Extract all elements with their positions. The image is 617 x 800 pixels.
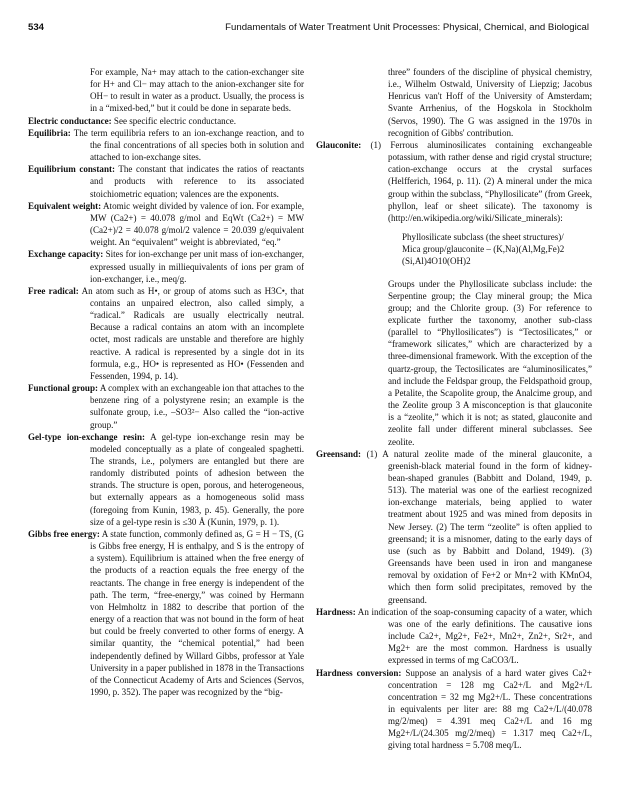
continued-paragraph: For example, Na+ may attach to the cation-exchanger site for H+ and Cl− may attach to the anion-exchanger site for OH− to result in water as a product. Usually, the process is in a “mixed-bed,” but it could be done in separate beds. xyxy=(90,67,304,114)
entry-term: Free radical: xyxy=(28,285,79,296)
glossary-entry-hardness xyxy=(316,606,592,667)
entry-term: Exchange capacity: xyxy=(28,249,104,260)
formula-line: Mica group/glauconite – (K,Na)(Al,Mg,Fe)2 xyxy=(402,244,565,255)
entry-term: Hardness: xyxy=(316,606,356,617)
entry-term: Functional group: xyxy=(28,383,99,394)
glossary-entry-glauconite xyxy=(316,139,592,224)
running-title: Fundamentals of Water Treatment Unit Processes: Physical, Chemical, and Biological xyxy=(225,22,589,33)
entry-text: An atom such as H•, or group of atoms such as H3C•, that contains an unpaired electron, also called simply, a “radical.” Radicals are usually electrically neutral. Because a radical contains an atom with an incomplete octet, most radicals are unstable and therefore are highly reactive. A radical is represented by a single dot in its formula, e.g., HO• is represented as HO• (Fessenden and Fessenden, 1994, p. 14). xyxy=(78,285,304,381)
entry-term: Hardness conversion: xyxy=(316,667,402,678)
entry-text: A state function, commonly defined as, G = H − TS, (G is Gibbs free energy, H is enthalpy, and S is the entropy of a system). Equilibrium is attained when the free energy of the products of a reaction equals the free energy of the reactants. The change in free energy is independent of the path. The term, “free-energy,” was coined by Hermann von Helmholtz in 1882 to describe that portion of the energy of a reaction that was not bound in the form of heat but could be freely converted to other forms of energy. A similar quantity, the “chemical potential,” had been independently defined by Willard Gibbs, professor at Yale University in a paper published in 1878 in the Transactions of the Connecticut Academy of Arts and Sciences (Servos, 1990, p. 352). The paper was recognized by the “big- xyxy=(90,528,304,697)
entry-text: The term equilibria refers to an ion-exchange reaction, and to the final concentrations of all species both in solution and attached to ion-exchange sites. xyxy=(70,127,304,163)
entry-term: Equilibria: xyxy=(28,127,71,138)
continued-paragraph: three” founders of the discipline of physical chemistry, i.e., Wilhelm Ostwald, University of Liepzig; Jacobus Henricus van't Hoff of the University of Amsterdam; Svante Arrhenius, of the Hogskola in Stockholm (Servos, 1990). The G was assigned in the 1970s in recognition of Gibbs' contribution. xyxy=(388,67,592,138)
entry-text: Sites for ion-exchange per unit mass of ion-exchanger, expressed usually in milliequivalents of ions per gram of ion-exchanger, i.e., meq/g. xyxy=(90,249,304,284)
glossary-entry-gibbs-free-energy xyxy=(28,528,304,698)
glossary-entry-equilibria xyxy=(28,127,304,163)
glossary-entry-equilibrium-constant xyxy=(28,163,304,199)
entry-term: Glauconite: xyxy=(316,139,362,150)
entry-text: Suppose an analysis of a hard water gives Ca2+ concentration = 128 mg Ca2+/L and Mg2+/L concentration = 32 mg Mg2+/L. These concentrations in equivalents per liter are: 88 mg Ca2+/L/(40.078 mg/2/meq) = 4.391 meq Ca2+/L and 16 mg Mg2+/L/(24.305 mg/2/meq) = 1.317 meq Ca2+/L, giving total hardness = 5.708 meq/L. xyxy=(388,667,592,751)
entry-text: (1) A natural zeolite made of the mineral glauconite, a greenish-black material found in the form of kidney-bean-shaped granules (Babbitt and Doland, 1949, p. 513). The material was one of the earliest recognized ion-exchange materials, being applied to water treatment about 1925 and was mined from deposits in New Jersey. (2) The term “zeolite” is often applied to greensand; it is a misnomer, dating to the early days of use (such as by Babbitt and Doland, 1949). (3) Greensands have been used in iron and manganese removal by oxidation of Fe+2 or Mn+2 with KMnO4, which then form solid precipitates, removed by the greensand. xyxy=(361,448,592,605)
entry-term: Equivalent weight: xyxy=(28,200,102,211)
glossary-entry-greensand xyxy=(316,448,592,606)
glossary-entry-exchange-capacity xyxy=(28,248,304,284)
glossary-entry-hardness-conversion xyxy=(316,667,592,752)
glossary-entry-electric-conductance xyxy=(28,115,304,127)
entry-text: See specific electric conductance. xyxy=(111,115,236,126)
entry-term: Gel-type ion-exchange resin: xyxy=(28,431,145,442)
page-number: 534 xyxy=(28,22,45,33)
glossary-entry-functional-group xyxy=(28,382,304,431)
entry-text: Atomic weight divided by valence of ion. For example, MW (Ca2+) = 40.078 g/mol and EqWt (Ca2+) = MW (Ca2+)/2 = 40.078 g/mol/2 valence = 20.039 g/equivalent weight. An “equivalent” weight is abbreviated, “eq.” xyxy=(90,200,304,248)
glossary-entry-gel-type-resin xyxy=(28,431,304,528)
glauconite-continued: Groups under the Phyllosilicate subclass include: the Serpentine group; the Clay mineral group; the Mica group; and the Chlorite group. (3) For reference to explicate further the taxonomy, another sub-class (parallel to “Phyllosilicates”) is “Tectosilicates,” or “framework silicates,” which are characterized by a three-dimensional framework. With the exception of the quartz-group, the Tectosilicates are “aluminosilicates,” and include the Feldspar group, the Feldspathoid group, a Petalite, the Scapolite group, the Analcime group, and the Zeolite group 3 A misconception is that glauconite is a “zeolite,” which it is not; as stated, glauconite and zeolite fall under different mineral subclasses. See zeolite. xyxy=(388,278,592,447)
entry-term: Gibbs free energy: xyxy=(28,528,100,539)
formula-line: (Si,Al)4O10(OH)2 xyxy=(402,256,471,267)
page-header xyxy=(28,22,589,36)
entry-text: The constant that indicates the ratios of reactants and products with reference to its associated stoichiometric equation; valences are the exponents. xyxy=(90,164,304,199)
entry-text: A complex with an exchangeable ion that attaches to the benzene ring of a polystyrene resin; an example is the sulfonate group, i.e., –SO3²− Also called the “ion-active group.” xyxy=(90,383,304,430)
entry-term: Greensand: xyxy=(316,448,362,459)
entry-text: An indication of the soap-consuming capacity of a water, which was one of the early definitions. The causative ions include Ca2+, Mg2+, Fe2+, Mn2+, Zn2+, Sr2+, and Mg2+ are the most common. Hardness is usually expressed in terms of mg CaCO3/L. xyxy=(355,606,592,666)
right-column xyxy=(316,66,592,752)
left-column xyxy=(28,66,304,698)
entry-term: Equilibrium constant: xyxy=(28,164,115,175)
entry-text: A gel-type ion-exchange resin may be modeled conceptually as a plate of congealed spaghetti. The strands, i.e., polymers are entangled but there are randomly distributed points of adhesion between the strands. The structure is open, porous, and heterogeneous, but externally appears as a homogeneous solid mass (foregoing from Kunin, 1983, p. 45). Generally, the pore size of a gel-type resin is ≤30 Å (Kunin, 1979, p. 1). xyxy=(90,431,304,527)
glossary-entry-free-radical xyxy=(28,285,304,382)
taxonomy-formula xyxy=(316,231,592,267)
glossary-entry-equivalent-weight xyxy=(28,200,304,249)
entry-term: Electric conductance: xyxy=(28,115,112,126)
entry-text: (1) Ferrous aluminosilicates containing exchangeable potassium, with rather dense and rigid crystal structure; cation-exchange occurs at the crystal surfaces (Helfferich, 1964, p. 11). (2) A mineral under the mica group within the subclass, “Phyllosilicate” (from Greek, phyllon, leaf or sheet silicate). The taxonomy is (http://en.wikipedia.org/wiki/Silicate_minerals): xyxy=(361,139,592,223)
formula-line: Phyllosilicate subclass (the sheet structures)/ xyxy=(402,232,564,243)
